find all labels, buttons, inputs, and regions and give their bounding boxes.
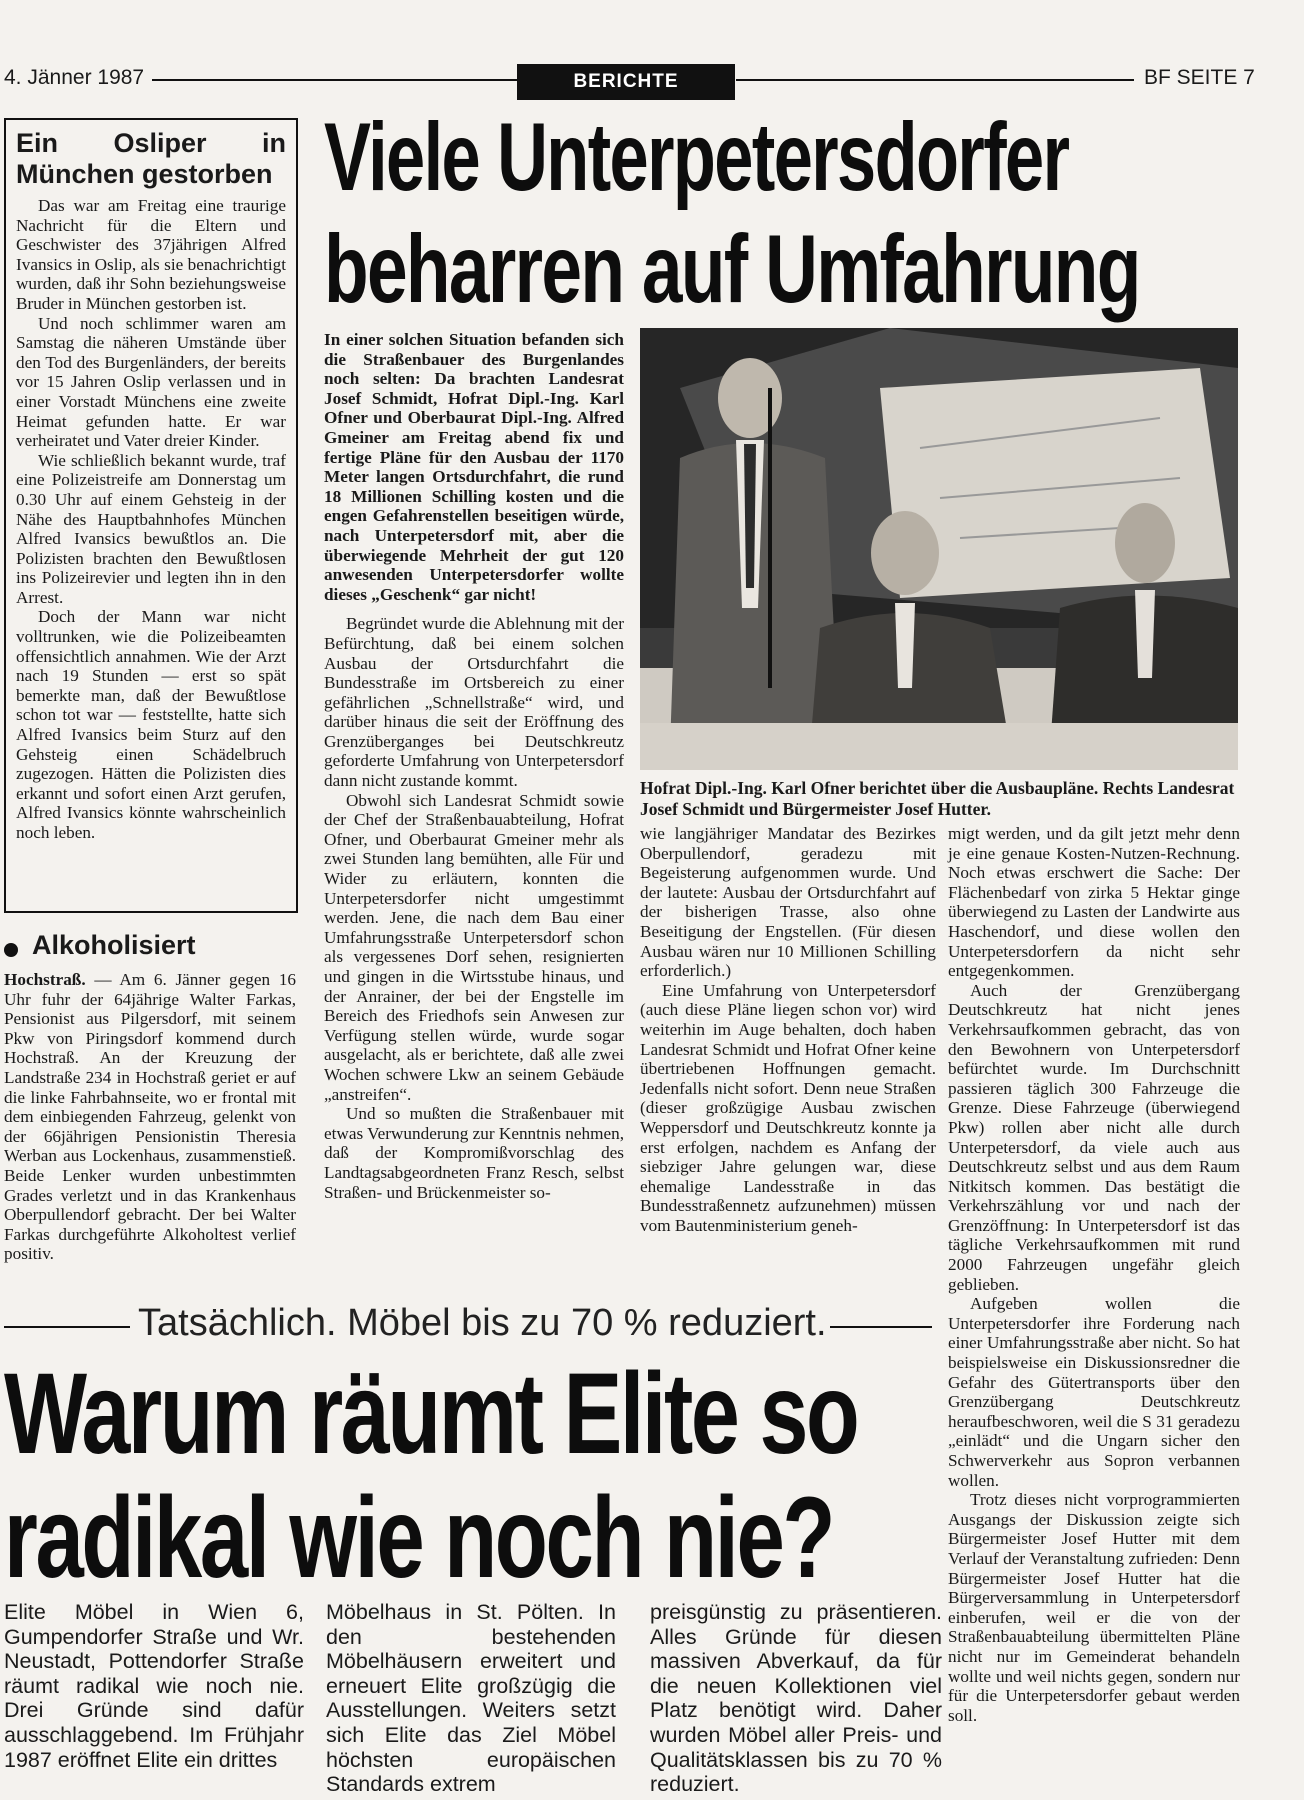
sidebar-story-title: Ein Osliper in München gestorben: [16, 128, 286, 189]
header-rule-left: [152, 79, 517, 81]
section-label-box: [517, 64, 735, 100]
main-paragraph: Trotz dieses nicht vorprogrammierten Ausgangs der Diskussion zeigte sich Bürgermeister Josef Hutter mit dem Verlauf der Veranstaltung zufrieden: Denn Bürgermeister Josef Hutter hat die Bürgerversammlung in Unterpetersdorf einberufen, weil er die von der Straßenbauabteilung übermittelten Pläne nicht nur im Gemeinderat behandeln wollte und weil nichts gegen, sondern nur für die Unterpetersdorfer gebaut werden soll.: [948, 1490, 1240, 1725]
ad-headline-line1: Warum räumt Elite so: [4, 1348, 858, 1478]
sidebar-paragraph: Und noch schlimmer waren am Samstag die näheren Umstände über den Tod des Burgenländers, der bereits vor 15 Jahren Oslip verlassen und in einer Vorstadt Münchens eine zweite Heimat gefunden hatte. Er war verheiratet und Vater dreier Kinder.: [16, 313, 286, 451]
header-rule-right: [736, 79, 1134, 81]
ad-headline-line2: radikal wie noch nie?: [4, 1472, 834, 1602]
main-paragraph: Begründet wurde die Ablehnung mit der Befürchtung, daß bei einem solchen Ausbau der Ortsdurchfahrt die Bundesstraße im Ortsbereich zu einer gefährlichen „Schnellstraße“ wird, und darüber hinaus die seit der Eröffnung des Grenzüberganges bei Deutschkreutz geforderte Umfahrung von Unterpetersdorf dann nicht zustande kommt.: [324, 614, 624, 791]
main-paragraph: Auch der Grenzübergang Deutschkreutz hat nicht jenes Verkehrsaufkommen gebracht, das von den Bewohnern von Unterpetersdorf befürchtet wurde. Im Durchschnitt passieren täglich 300 Fahrzeuge die Grenze. Diese Fahrzeuge (überwiegend Pkw) rollen aber nicht alle durch Unterpetersdorf, da viele auch aus Deutschkreutz selbst und aus dem Raum Nitkitsch kommen. Das bestätigt die Verkehrszählung vor und nach der Grenzöffnung: In Unterpetersdorf ist das tägliche Verkehrsaufkommen mit rund 2000 Fahrzeugen ungefähr gleich geblieben.: [948, 980, 1240, 1294]
main-story-lead: In einer solchen Situation befanden sich die Straßenbauer des Burgenlandes noch selten: Da brachten Landesrat Josef Schmidt, Hofrat Dipl.-Ing. Karl Ofner und Oberbaurat Dipl.-Ing. Alfred Gmeiner am Freitag abend fix und fertige Pläne für den Ausbau der 1170 Meter langen Ortsdurchfahrt, die rund 18 Millionen Schilling kosten und die engen Gefahrenstellen beseitigen würde, nach Unterpetersdorf mit, aber die überwiegende Mehrheit der gut 120 anwesenden Unterpetersdorfer wollte dieses „Geschenk“ gar nicht!: [324, 330, 624, 604]
ad-tagline: Tatsächlich. Möbel bis zu 70 % reduziert.: [138, 1302, 827, 1344]
main-headline-line1: Viele Unterpetersdorfer: [324, 101, 1069, 211]
press-photo: [640, 328, 1238, 770]
alcohol-story-lead: Hochstraß.: [4, 970, 86, 989]
main-paragraph: Obwohl sich Landesrat Schmidt sowie der Chef der Straßenbauabteilung, Hofrat Ofner, und Oberbaurat Gmeiner mehr als zwei Stunden lang bemühten, alle Für und Wider zu erläutern, konnten die Unterpetersdorfer nicht umgestimmt werden. Jene, die nach dem Bau einer Umfahrungsstraße Unterpetersdorf schon als vergessenes Dorf sehen, resignierten und gingen in die Wirtsstube hinaus, und der Anrainer, der bei der Engstelle im Bereich des Friedhofs sein Anwesen zur Verfügung stellen würde, wurde sogar ausgelacht, als er berichtete, daß alle zwei Wochen schwere Lkw an seinem Gebäude „anstreifen“.: [324, 790, 624, 1104]
alcohol-story-text: — Am 6. Jänner gegen 16 Uhr fuhr der 64jährige Walter Farkas, Pensionist aus Pilgersdorf, mit seinem Pkw von Piringsdorf kommend durch Hochstraß. An der Kreuzung der Landstraße 234 in Hochstraß geriet er auf die linke Fahrbahnseite, wo er frontal mit dem einbiegenden Fahrzeug, gelenkt von der 66jährigen Pensionistin Theresia Werban aus Lockenhaus, zusammenstieß. Beide Lenker wurden unbestimmten Grades verletzt und in das Krankenhaus Oberpullendorf gebracht. Der bei Walter Farkas durchgeführte Alkoholtest verlief positiv.: [4, 970, 297, 1264]
page-number: BF SEITE 7: [1144, 66, 1255, 89]
ad-rule-right: [830, 1326, 932, 1328]
ad-column-3: preisgünstig zu präsentieren. Alles Gründe für diesen massiven Abverkauf, da für die neuen Kollektionen viel Platz benötigt wird. Daher wurden Möbel aller Preis- und Qualitätsklassen bis zu 70 % reduziert.: [650, 1600, 942, 1797]
main-story-column-1: [324, 330, 624, 1202]
main-headline-line2: beharren auf Umfahrung: [324, 213, 1140, 323]
ad-tagline-row: [4, 1302, 934, 1352]
alcohol-story-body: [4, 970, 296, 1264]
alcohol-story-heading: [4, 930, 298, 961]
main-story-column-2: [640, 824, 936, 1235]
sidebar-story: [4, 118, 298, 913]
sidebar-paragraph: Doch der Mann war nicht volltrunken, wie die Polizeibeamten offensichtlich annahmen. Wie der Arzt nach 19 Stunden — erst so spät bemerkte man, daß der Bewußtlose schon tot war — feststellte, hatte sich Alfred Ivansics beim Sturz auf den Gehsteig einen Schädelbruch zugezogen. Hätten die Polizisten dies erkannt und sofort einen Arzt gerufen, Alfred Ivansics könnte wahrscheinlich noch leben.: [16, 607, 286, 842]
sidebar-paragraph: Wie schließlich bekannt wurde, traf eine Polizeistreife am Donnerstag um 0.30 Uhr auf einem Gehsteig in der Nähe des Hauptbahnhofes München Alfred Ivansics bewußtlos an. Die Polizisten brachten den Bewußtlosen ins Polizeirevier und legten ihn in den Arrest.: [16, 450, 286, 607]
ad-rule-left: [4, 1326, 130, 1328]
main-paragraph: Eine Umfahrung von Unterpetersdorf (auch diese Pläne liegen schon vor) wird weiterhin im Auge behalten, doch haben Landesrat Schmidt und Hofrat Ofner keine übertriebenen Hoffnungen gemacht. Jedenfalls nicht sofort. Denn neue Straßen (dieser großzügige Ausbau zwischen Weppersdorf und Deutschkreutz konnte ja erst erfolgen, nachdem es Anfang der siebziger Jahre gelungen war, diese ehemalige Landesstraße in das Bundesstraßennetz aufzunehmen) müssen vom Bautenministerium geneh-: [640, 980, 936, 1235]
photo-caption: Hofrat Dipl.-Ing. Karl Ofner berichtet über die Ausbaupläne. Rechts Landesrat Josef Schmidt und Bürgermeister Josef Hutter.: [640, 778, 1235, 819]
main-paragraph: Und so mußten die Straßenbauer mit etwas Verwunderung zur Kenntnis nehmen, daß der Kompromißvorschlag des Landtagsabgeordneten Franz Resch, selbst Straßen- und Brückenmeister so-: [324, 1104, 624, 1202]
sidebar-paragraph: Das war am Freitag eine traurige Nachricht für die Eltern und Geschwister des 37jährigen Alfred Ivansics in Oslip, als sie benachrichtigt wurden, daß ihr Sohn beziehungsweise Bruder in München gestorben ist.: [16, 196, 286, 313]
main-paragraph: Aufgeben wollen die Unterpetersdorfer ihre Forderung nach einer Umfahrungsstraße aber nicht. So hat beispielsweise ein Diskussionsredner die Gefahr des Gütertransports über den Grenzübergang Deutschkreutz heraufbeschworen, weil die S 31 geradezu „einlädt“ und die Ungarn sicher den Schwerverkehr aus Sopron verbannen wollen.: [948, 1294, 1240, 1490]
press-photo-image: [640, 328, 1238, 770]
bullet-icon: [4, 943, 18, 957]
main-story-column-3: [948, 824, 1240, 1725]
alcohol-story-title: Alkoholisiert: [32, 930, 196, 960]
section-label: BERICHTE: [522, 69, 730, 95]
ad-column-2: Möbelhaus in St. Pölten. In den bestehenden Möbelhäusern erweitert und erneuert Elite großzügig die Ausstellungen. Weiters setzt sich Elite das Ziel Möbel höchsten europäischen Standards extrem: [326, 1600, 616, 1797]
main-paragraph: wie langjähriger Mandatar des Bezirkes Oberpullendorf, geradezu mit Begeisterung aufgenommen wurde. Und der lautete: Ausbau der Ortsdurchfahrt auf der bisherigen Trasse, also ohne Beseitigung der Engstellen. (Für diesen Ausbau wären nur 10 Millionen Schilling erforderlich.): [640, 824, 936, 981]
issue-date: 4. Jänner 1987: [4, 66, 145, 89]
ad-column-1: Elite Möbel in Wien 6, Gumpendorfer Straße und Wr. Neustadt, Pottendorfer Straße räumt radikal wie noch nie. Drei Gründe sind dafür ausschlaggebend. Im Frühjahr 1987 eröffnet Elite ein drittes: [4, 1600, 304, 1772]
main-paragraph: migt werden, und da gilt jetzt mehr denn je eine genaue Kosten-Nutzen-Rechnung. Noch etwas erschwert die Sache: Der Flächenbedarf von zirka 5 Hektar ginge überwiegend zu Lasten der Landwirte aus Haschendorf, und diese wollen den Unterpetersdorfern da nicht sehr entgegenkommen.: [948, 824, 1240, 981]
